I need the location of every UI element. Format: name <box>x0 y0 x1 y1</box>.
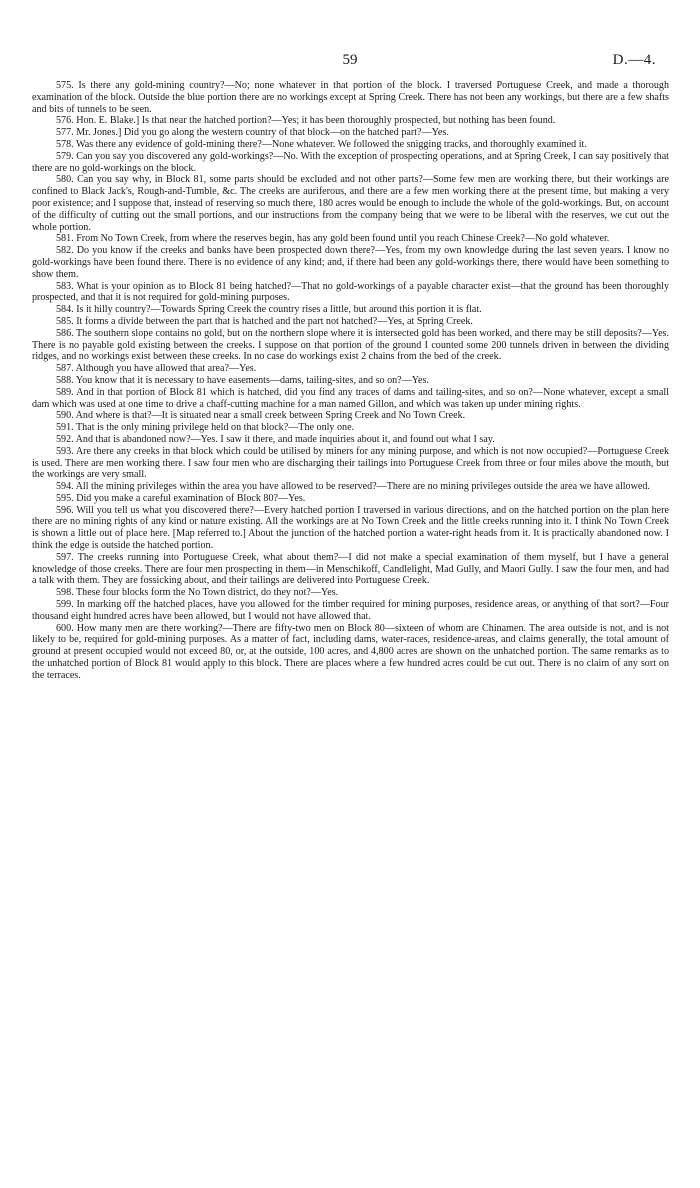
question-answer-paragraph: 593. Are there any creeks in that block which could be utilised by miners for any mining purpose, and which is not now occupied?—Portuguese Creek is used. There are men working there. I saw four men who are discharging their tailings into Portuguese Creek from three or four miles above the mouth, but the workings are very small. <box>32 445 669 481</box>
question-answer-paragraph: 580. Can you say why, in Block 81, some parts should be excluded and not other parts?—Some few men are working there, but their workings are confined to Black Jack's, Rough-and-Tumble, &c. The creeks are auriferous, and there are a few men working there at the present time, but making a very poor existence; and I suppose that, instead of reserving so much there, 180 acres would be enough to include the whole of the gold-workings. But, on account of the difficulty of cutting out the small portions, and our instructions from the company being that we were to be liberal with the reserves, we cut out the whole portion. <box>32 174 669 233</box>
question-answer-paragraph: 590. And where is that?—It is situated near a small creek between Spring Creek and No Town Creek. <box>56 410 466 422</box>
question-answer-paragraph: 577. Mr. Jones.] Did you go along the western country of that block—on the hatched part?—Yes. <box>56 127 449 139</box>
question-answer-paragraph: 591. That is the only mining privilege held on that block?—The only one. <box>56 422 355 434</box>
page-number: 59 <box>342 52 358 68</box>
question-answer-paragraph: 579. Can you say you discovered any gold-workings?—No. With the exception of prospecting operations, and at Spring Creek, I can say positively that there are no gold-workings on the block. <box>32 150 669 174</box>
question-answer-paragraph: 588. You know that it is necessary to have easements—dams, tailing-sites, and so on?—Yes. <box>56 374 429 386</box>
question-answer-paragraph: 594. All the mining privileges within the area you have allowed to be reserved?—There are no mining privileges outside the area we have allowed. <box>56 481 650 493</box>
evidence-text <box>32 80 669 682</box>
question-answer-paragraph: 598. These four blocks form the No Town district, do they not?—Yes. <box>56 587 339 599</box>
document-reference: D.—4. <box>612 52 656 68</box>
question-answer-paragraph: 582. Do you know if the creeks and banks have been prospected down there?—Yes, from my own knowledge during the last seven years. I know no gold-workings have been found there. There is no evidence of any kind; and, if there had been any gold-workings there, there would have been something to show them. <box>32 245 669 280</box>
question-answer-paragraph: 581. From No Town Creek, from where the reserves begin, has any gold been found until you reach Chinese Creek?—No gold whatever. <box>56 233 610 245</box>
question-answer-paragraph: 599. In marking off the hatched places, have you allowed for the timber required for mining purposes, residence areas, or anything of that sort?—Four thousand eight hundred acres have been allowed, but I would not have allowed that. <box>32 599 669 622</box>
question-answer-paragraph: 586. The southern slope contains no gold, but on the northern slope where it is intersected gold has been worked, and there may be still deposits?—Yes. There is no payable gold existing between the creeks. I suppose on that portion of the ground I counted some 200 tunnels driven in between the dividing ridges, and no workings exist between these creeks. In no case do workings exist 2 chains from the bed of the creek. <box>32 327 669 363</box>
question-answer-paragraph: 600. How many men are there working?—There are fifty-two men on Block 80—sixteen of whom are Chinamen. The area outside is not, and is not likely to be, required for gold-mining purposes. As a matter of fact, including dams, water-races, residence-areas, and claims generally, the total amount of ground at present occupied would not exceed 80, or, at the outside, 100 acres, and 4,800 acres are shown on the unhatched portion. The same remarks as to the unhatched portion of Block 81 would apply to this block. There are places where a few hundred acres could be cut out. There is no claim of any sort on the terraces. <box>32 622 669 681</box>
question-answer-paragraph: 578. Was there any evidence of gold-mining there?—None whatever. We followed the snigging tracks, and thoroughly examined it. <box>56 138 587 150</box>
question-answer-paragraph: 587. Although you have allowed that area?—Yes. <box>56 363 257 375</box>
question-answer-paragraph: 596. Will you tell us what you discovered there?—Every hatched portion I traversed in various directions, and on the hatched portion on the plan here there are no mining rights of any kind or nature existing. All the workings are at No Town Creek and the little creeks running into it. I think No Town Creek is shown a little out of place here. [Map referred to.] About the junction of the hatched portion a water-right heads from it. It is practically abandoned now. I think the edge is outside the hatched portion. <box>32 504 669 552</box>
question-answer-paragraph: 592. And that is abandoned now?—Yes. I saw it there, and made inquiries about it, and found out what I say. <box>56 433 495 445</box>
question-answer-paragraph: 575. Is there any gold-mining country?—No; none whatever in that portion of the block. I traversed Portuguese Creek, and made a thorough examination of the block. Outside the blue portion there are no workings except at Spring Creek. There has not been any workings, but there are a few shafts and bits of tunnels to be seen. <box>32 80 669 115</box>
question-answer-paragraph: 585. It forms a divide between the part that is hatched and the part not hatched?—Yes, at Spring Creek. <box>56 315 473 327</box>
question-answer-paragraph: 595. Did you make a careful examination of Block 80?—Yes. <box>56 492 306 504</box>
question-answer-paragraph: 576. Hon. E. Blake.] Is that near the hatched portion?—Yes; it has been thoroughly prospected, but nothing has been found. <box>56 115 556 127</box>
question-answer-paragraph: 597. The creeks running into Portuguese Creek, what about them?—I did not make a special examination of them myself, but I have a general knowledge of those creeks. There are four men prospecting in them—in Menschikoff, Candlelight, Mad Gully, and Maori Gully. I saw the four men, and had a talk with them. They are fossicking about, and their tailings are delivered into Portuguese Creek. <box>32 551 669 587</box>
question-answer-paragraph: 583. What is your opinion as to Block 81 being hatched?—That no gold-workings of a payable character exist—that the ground has been thoroughly prospected, and that it is not required for gold-mining purposes. <box>32 280 669 304</box>
page-header <box>0 52 700 72</box>
question-answer-paragraph: 584. Is it hilly country?—Towards Spring Creek the country rises a little, but around this portion it is flat. <box>56 304 482 316</box>
question-answer-paragraph: 589. And in that portion of Block 81 which is hatched, did you find any traces of dams and tailing-sites, and so on?—None whatever, except a small dam which was used at one time to drive a chaff-cutting machine for a man named Gillon, and which was taken up under mining rights. <box>32 386 669 410</box>
